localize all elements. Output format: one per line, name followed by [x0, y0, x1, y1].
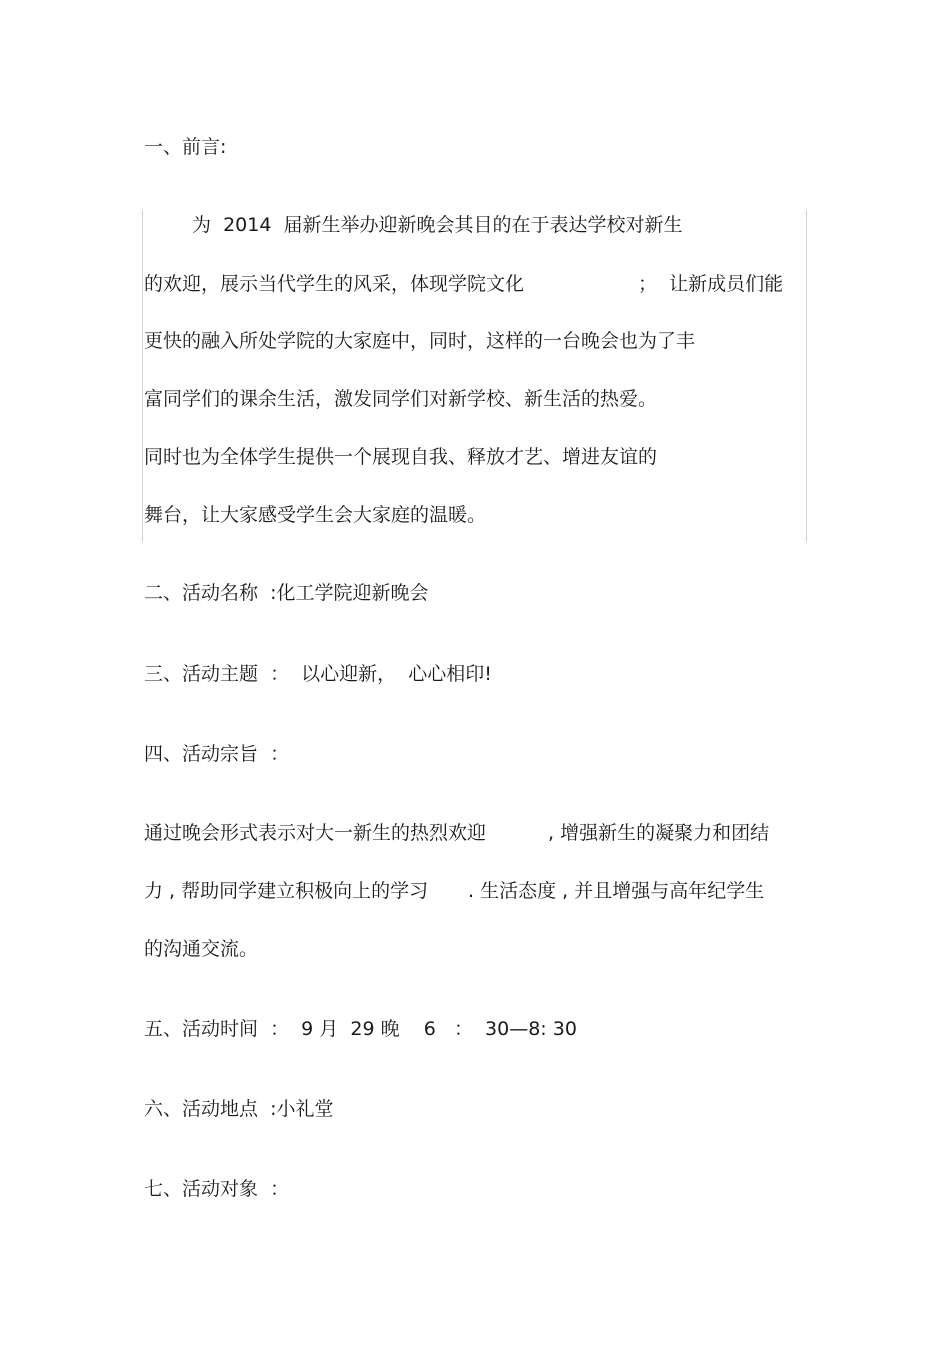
intro-heading: 一、前言:	[144, 136, 227, 158]
intro-line-2b: ； 让新成员们能	[638, 273, 784, 295]
intro-line-4: 富同学们的课余生活，激发同学们对新学校、新生活的热爱。	[144, 388, 658, 410]
intro-right-border	[806, 210, 807, 542]
purpose-heading: 四、活动宗旨 ：	[144, 743, 290, 765]
activity-theme: 三、活动主题 ： 以心迎新， 心心相印!	[144, 663, 492, 685]
intro-line-2: 的欢迎，展示当代学生的风采，体现学院文化	[144, 273, 525, 295]
intro-line-6: 舞台，让大家感受学生会大家庭的温暖。	[144, 504, 487, 526]
activity-time: 五、活动时间 ： 9 月 29 晚 6 ： 30—8: 30	[144, 1018, 577, 1040]
purpose-line-2b: . 生活态度 , 并且增强与高年纪学生	[468, 880, 765, 902]
activity-target: 七、活动对象 ：	[144, 1178, 290, 1200]
activity-place: 六、活动地点 :小礼堂	[144, 1098, 334, 1120]
intro-line-1: 为 2014 届新生举办迎新晚会其目的在于表达学校对新生	[192, 214, 683, 236]
purpose-line-2a: 力 , 帮助同学建立积极向上的学习	[144, 880, 429, 902]
purpose-line-1b: , 增强新生的凝聚力和团结	[548, 822, 770, 844]
activity-name: 二、活动名称 :化工学院迎新晚会	[144, 582, 429, 604]
intro-left-border	[142, 210, 143, 542]
intro-line-5: 同时也为全体学生提供一个展现自我、释放才艺、增进友谊的	[144, 446, 658, 468]
intro-line-3: 更快的融入所处学院的大家庭中，同时，这样的一台晚会也为了丰	[144, 330, 696, 352]
purpose-line-3: 的沟通交流。	[144, 938, 259, 960]
purpose-line-1a: 通过晚会形式表示对大一新生的热烈欢迎	[144, 822, 487, 844]
